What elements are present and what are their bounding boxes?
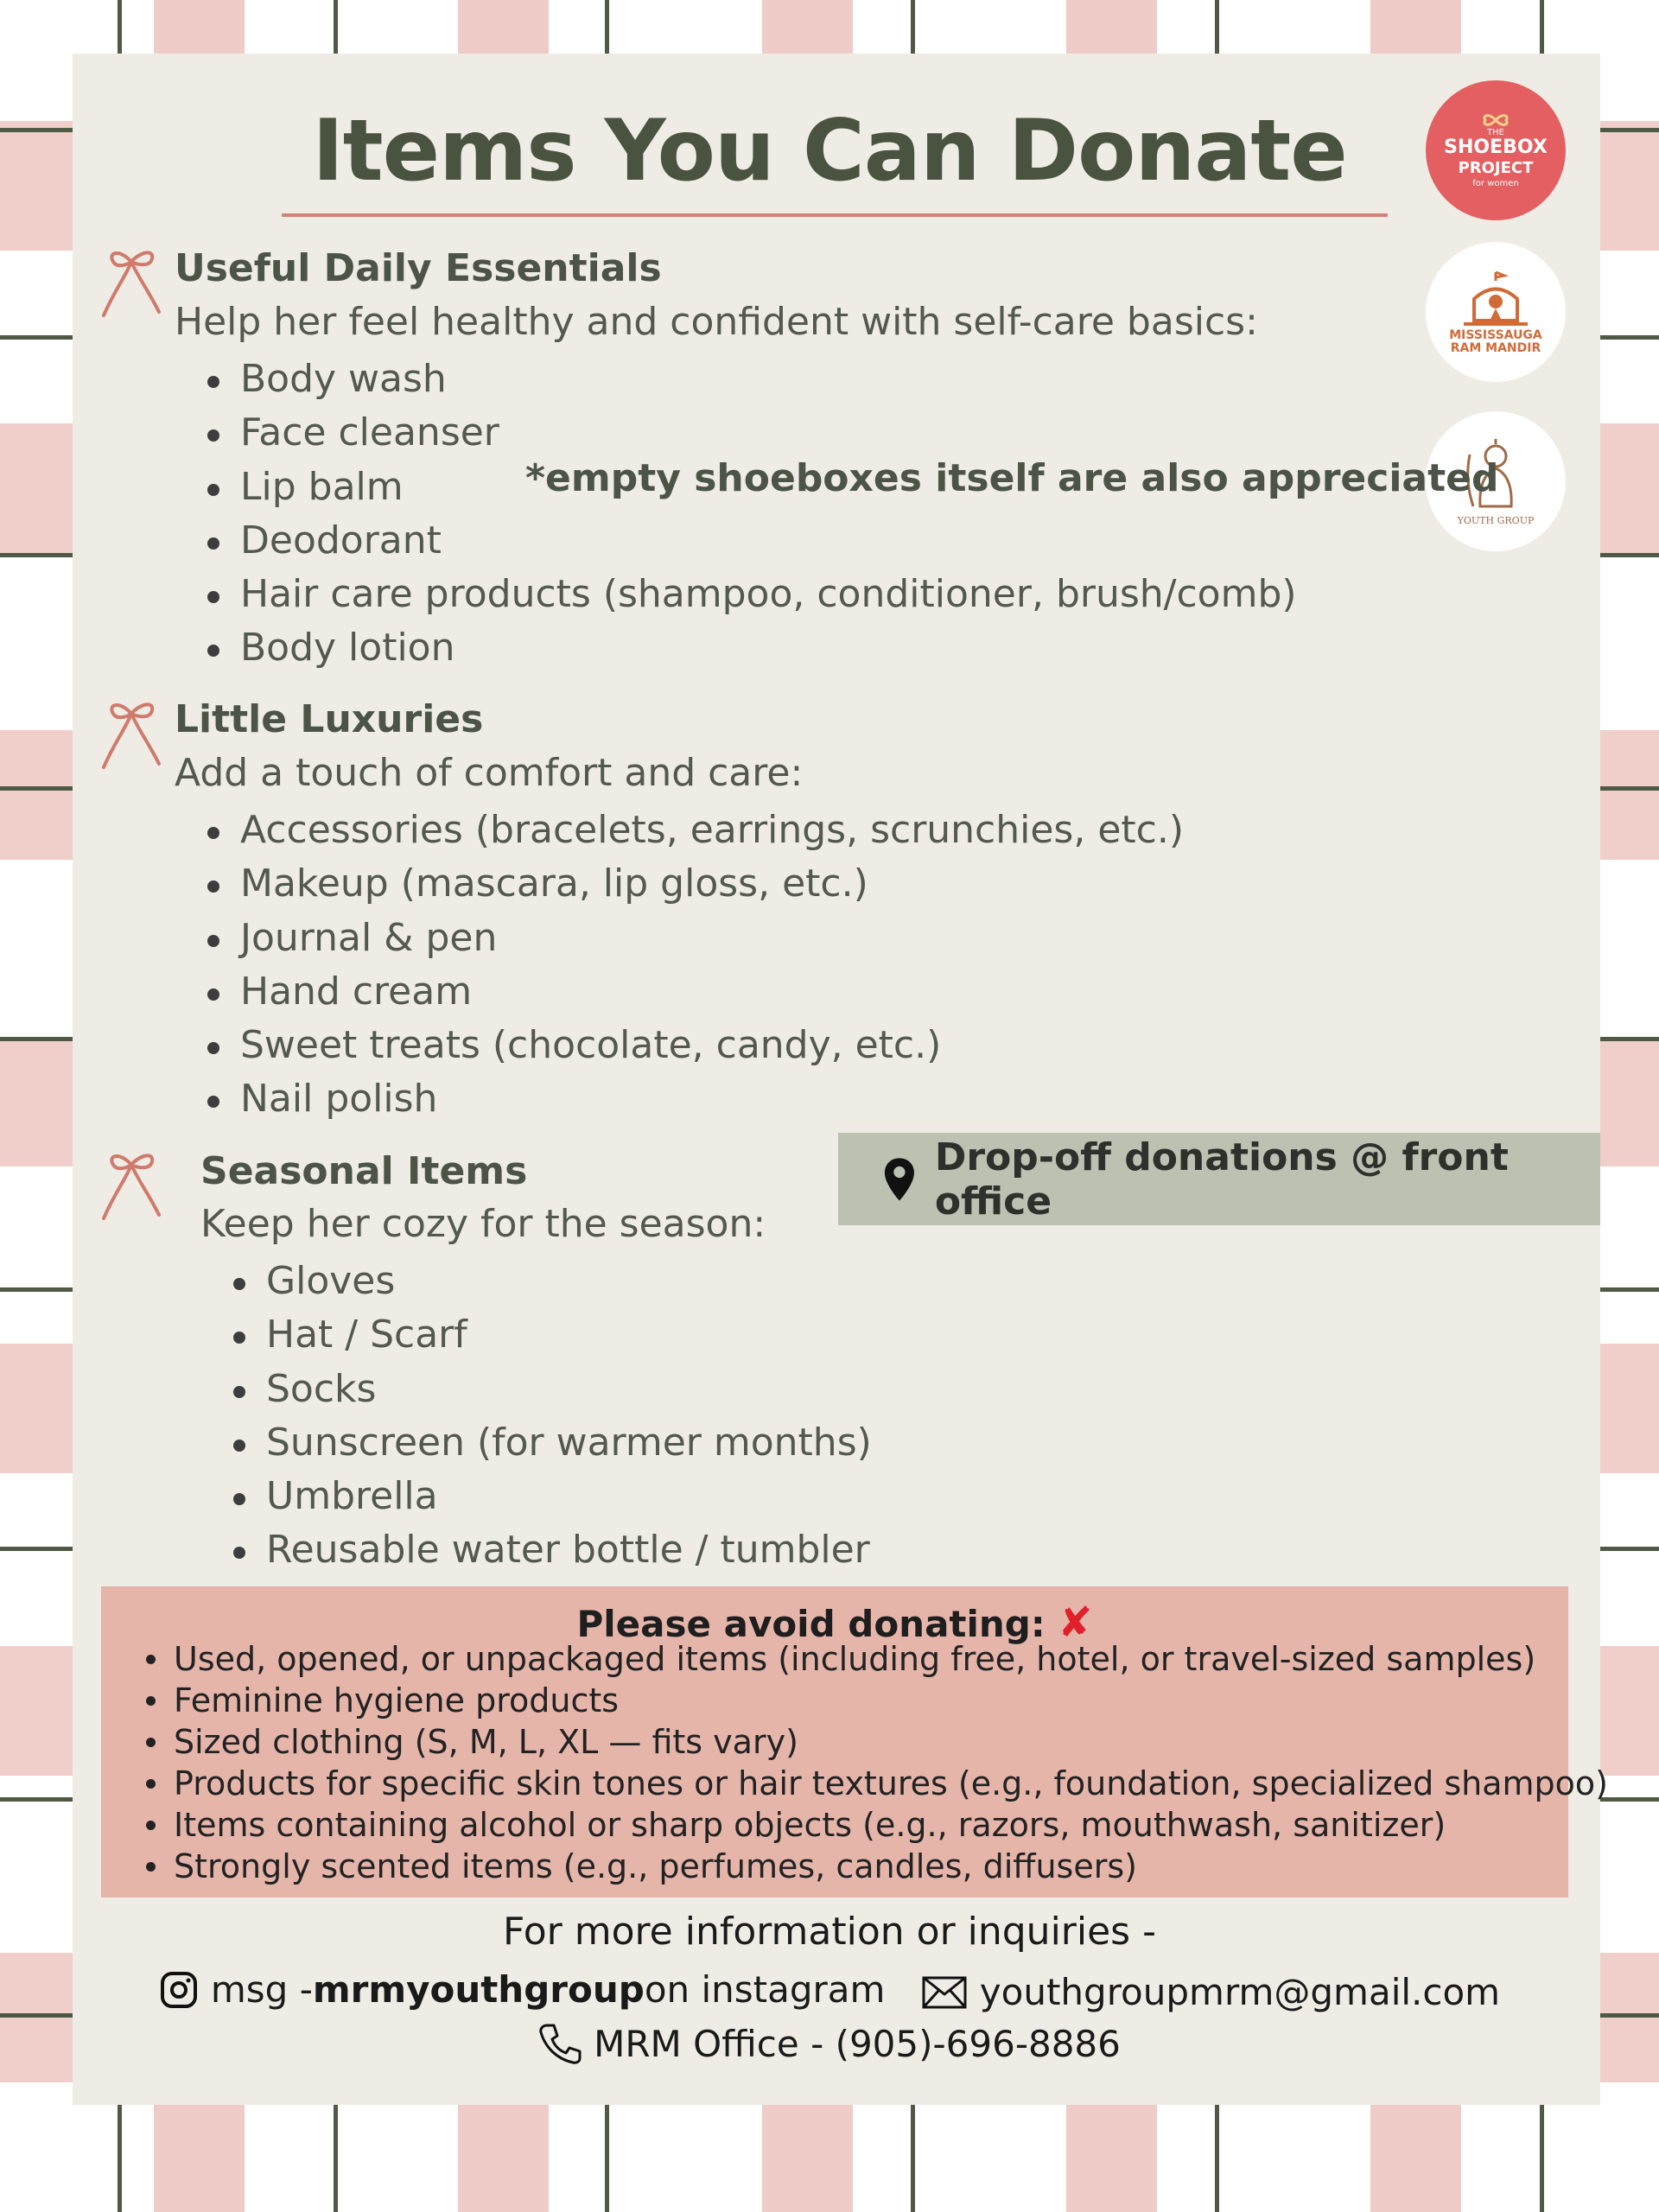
- instagram-suffix: on instagram: [644, 1968, 886, 2011]
- section-intro-seasonal: Keep her cozy for the season:: [200, 1202, 766, 1246]
- avoid-donating-box: [101, 1586, 1608, 1897]
- list-item: Body lotion: [200, 621, 1297, 675]
- list-item: Lip balm: [200, 461, 1297, 514]
- list-item: Gloves: [226, 1255, 872, 1308]
- instagram-handle: mrmyouthgroup: [312, 1968, 645, 2011]
- phone-contact[interactable]: [538, 2022, 1121, 2065]
- logo-text: THE: [1487, 128, 1504, 137]
- email-address: youthgroupmrm@gmail.com: [979, 1971, 1501, 2013]
- list-item: Reusable water bottle / tumbler: [226, 1523, 872, 1577]
- shoebox-note: *empty shoeboxes itself are also appreciated: [525, 456, 1499, 500]
- list-item: Journal & pen: [200, 912, 1184, 965]
- list-item: Deodorant: [200, 514, 1297, 568]
- contact-heading: For more information or inquiries -: [503, 1910, 1156, 1954]
- instagram-prefix: msg -: [210, 1968, 313, 2011]
- list-item: Hair care products (shampoo, conditioner, brush/comb): [200, 568, 1297, 621]
- logo-text: YOUTH GROUP: [1457, 514, 1535, 526]
- section-intro-luxuries: Add a touch of comfort and care:: [175, 751, 804, 795]
- logo-text: MISSISSAUGA: [1449, 328, 1542, 342]
- contact-row-social: [0, 1968, 1659, 2018]
- list-item: Body wash: [200, 353, 1297, 406]
- avoid-heading: Please avoid donating:: [576, 1603, 1046, 1645]
- ribbon-bow-icon: [97, 246, 166, 326]
- phone-icon: [538, 2022, 582, 2065]
- essentials-list: [200, 353, 1297, 676]
- logo-text: for women: [1472, 179, 1519, 188]
- instagram-contact[interactable]: [159, 1968, 886, 2011]
- avoid-item: Sized clothing (S, M, L, XL — fits vary): [143, 1721, 1608, 1763]
- instagram-icon: [159, 1970, 199, 2010]
- list-item: Accessories (bracelets, earrings, scrunchies, etc.): [200, 804, 1184, 857]
- list-item: Socks: [226, 1363, 872, 1416]
- section-intro-essentials: Help her feel healthy and confident with self-care basics:: [175, 300, 1258, 344]
- phone-number: MRM Office - (905)-696-8886: [594, 2022, 1121, 2065]
- avoid-item: Feminine hygiene products: [143, 1680, 1608, 1721]
- section-title-luxuries: Little Luxuries: [175, 697, 484, 741]
- list-item: Umbrella: [226, 1470, 872, 1523]
- title-underline: [282, 213, 1388, 217]
- logo-text: RAM MANDIR: [1450, 341, 1541, 355]
- list-item: Hand cream: [200, 965, 1184, 1019]
- list-item: Face cleanser: [200, 406, 1297, 460]
- list-item: Hat / Scarf: [226, 1308, 872, 1362]
- page-title: Items You Can Donate: [312, 102, 1347, 200]
- list-item: Nail polish: [200, 1072, 1184, 1126]
- bow-icon: [1480, 112, 1511, 128]
- logo-text: SHOEBOX: [1444, 137, 1548, 158]
- ribbon-bow-icon: [97, 698, 166, 778]
- list-item: Sunscreen (for warmer months): [226, 1416, 872, 1470]
- contact-row-phone: [0, 2022, 1659, 2074]
- list-item: Makeup (mascara, lip gloss, etc.): [200, 857, 1184, 911]
- mississauga-ram-mandir-logo: [1426, 242, 1566, 382]
- avoid-item: Strongly scented items (e.g., perfumes, candles, diffusers): [143, 1846, 1608, 1887]
- avoid-item: Products for specific skin tones or hair textures (e.g., foundation, specialized shampoo): [143, 1763, 1608, 1804]
- shoebox-project-logo: [1426, 80, 1566, 220]
- red-x-icon: ✘: [1058, 1599, 1093, 1647]
- dropoff-banner: [838, 1133, 1600, 1225]
- section-title-essentials: Useful Daily Essentials: [175, 246, 662, 290]
- section-title-seasonal: Seasonal Items: [200, 1149, 528, 1193]
- dropoff-text: Drop-off donations @ front office: [934, 1135, 1509, 1224]
- envelope-icon: [921, 1975, 968, 2010]
- location-pin-icon: [883, 1155, 916, 1204]
- luxuries-list: [200, 804, 1184, 1127]
- ribbon-bow-icon: [97, 1149, 166, 1229]
- avoid-list: [143, 1638, 1608, 1887]
- logo-text: PROJECT: [1458, 159, 1534, 177]
- email-contact[interactable]: [921, 1971, 1500, 2013]
- avoid-item: Items containing alcohol or sharp objects (e.g., razors, mouthwash, sanitizer): [143, 1804, 1608, 1846]
- seasonal-list: [226, 1255, 872, 1578]
- temple-icon: [1457, 269, 1535, 329]
- avoid-item: Used, opened, or unpackaged items (including free, hotel, or travel-sized samples): [143, 1638, 1608, 1680]
- list-item: Sweet treats (chocolate, candy, etc.): [200, 1019, 1184, 1072]
